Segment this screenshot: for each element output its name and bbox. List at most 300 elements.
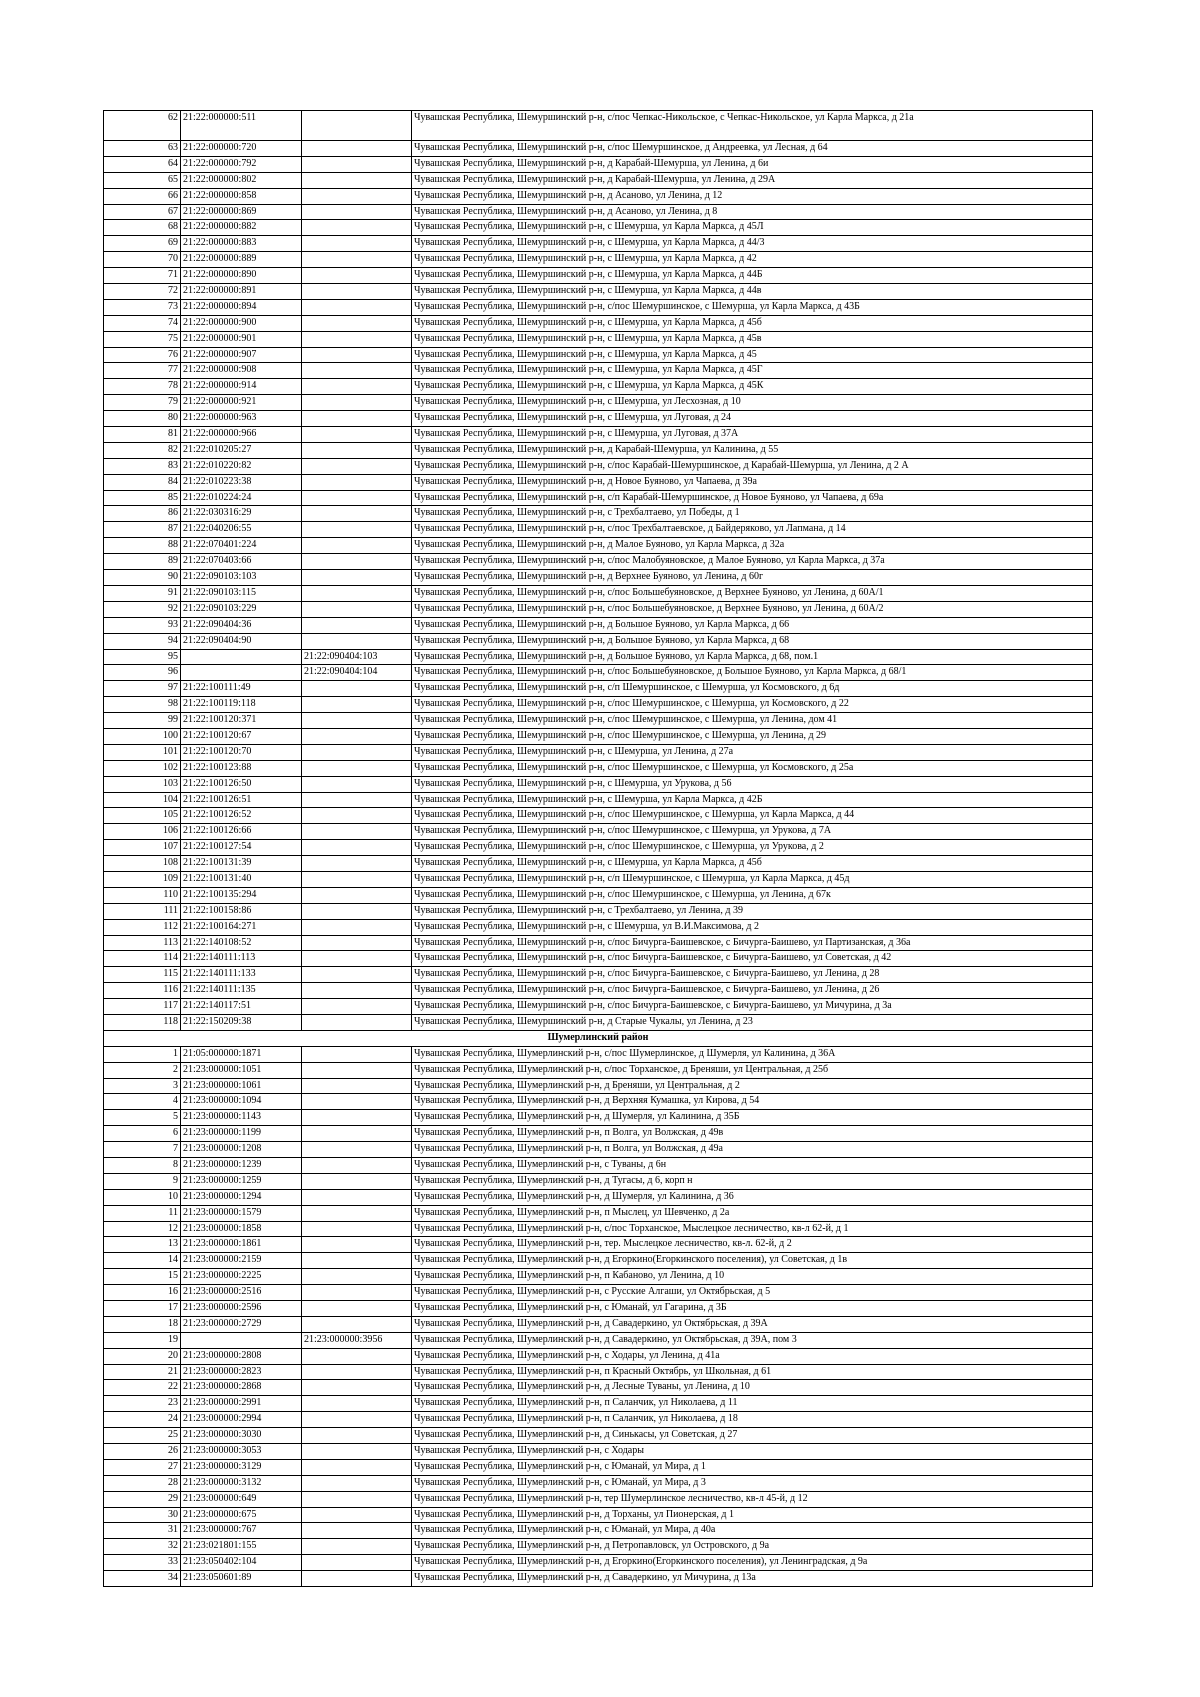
cadastral-number: 21:22:010205:27 <box>181 442 302 458</box>
cadastral-number: 21:22:010224:24 <box>181 490 302 506</box>
premises-cadastral-number <box>302 1142 412 1158</box>
table-row <box>104 141 1093 157</box>
premises-cadastral-number <box>302 204 412 220</box>
premises-cadastral-number <box>302 1269 412 1285</box>
table-row <box>104 776 1093 792</box>
row-number: 103 <box>104 776 181 792</box>
address: Чувашская Республика, Шумерлинский р-н, д Синькасы, ул Советская, д 27 <box>412 1428 1093 1444</box>
cadastral-number: 21:05:000000:1871 <box>181 1046 302 1062</box>
address: Чувашская Республика, Шемуршинский р-н, с/пос Трехбалтаевское, д Байдеряково, ул Лапмана, д 14 <box>412 522 1093 538</box>
cadastral-number: 21:22:100131:39 <box>181 856 302 872</box>
address: Чувашская Республика, Шемуршинский р-н, с Шемурша, ул Лесхозная, д 10 <box>412 395 1093 411</box>
cadastral-number: 21:22:000000:907 <box>181 347 302 363</box>
cadastral-number: 21:23:000000:1061 <box>181 1078 302 1094</box>
table-row <box>104 363 1093 379</box>
address: Чувашская Республика, Шумерлинский р-н, д Савадеркино, ул Октябрьская, д 39А, пом 3 <box>412 1332 1093 1348</box>
cadastral-number: 21:22:000000:894 <box>181 299 302 315</box>
row-number: 116 <box>104 983 181 999</box>
row-number: 71 <box>104 268 181 284</box>
premises-cadastral-number <box>302 1062 412 1078</box>
address: Чувашская Республика, Шемуршинский р-н, д Верхнее Буяново, ул Ленина, д 60г <box>412 570 1093 586</box>
table-row <box>104 824 1093 840</box>
row-number: 72 <box>104 284 181 300</box>
premises-cadastral-number <box>302 1014 412 1030</box>
row-number: 28 <box>104 1475 181 1491</box>
row-number: 82 <box>104 442 181 458</box>
premises-cadastral-number <box>302 792 412 808</box>
address: Чувашская Республика, Шемуршинский р-н, с Шемурша, ул Карла Маркса, д 44в <box>412 284 1093 300</box>
cadastral-number: 21:22:100119:118 <box>181 697 302 713</box>
row-number: 3 <box>104 1078 181 1094</box>
cadastral-number: 21:23:000000:649 <box>181 1491 302 1507</box>
cadastral-number: 21:22:100120:371 <box>181 713 302 729</box>
address: Чувашская Республика, Шемуршинский р-н, с/пос Большебуяновское, д Верхнее Буяново, ул Ленина, д 60А/1 <box>412 585 1093 601</box>
premises-cadastral-number <box>302 506 412 522</box>
row-number: 105 <box>104 808 181 824</box>
cadastral-number: 21:22:090404:36 <box>181 617 302 633</box>
cadastral-number: 21:23:000000:1259 <box>181 1173 302 1189</box>
address: Чувашская Республика, Шемуршинский р-н, с Шемурша, ул Карла Маркса, д 44/3 <box>412 236 1093 252</box>
cadastral-number: 21:22:000000:792 <box>181 156 302 172</box>
address: Чувашская Республика, Шемуршинский р-н, с Шемурша, ул Луговая, д 24 <box>412 411 1093 427</box>
cadastral-number: 21:22:140111:133 <box>181 967 302 983</box>
cadastral-number: 21:22:150209:38 <box>181 1014 302 1030</box>
address: Чувашская Республика, Шемуршинский р-н, с Шемурша, ул Карла Маркса, д 45К <box>412 379 1093 395</box>
row-number: 93 <box>104 617 181 633</box>
cadastral-number: 21:22:000000:921 <box>181 395 302 411</box>
address: Чувашская Республика, Шемуршинский р-н, с/п Шемуршинское, с Шемурша, ул Карла Маркса, д 45д <box>412 871 1093 887</box>
address: Чувашская Республика, Шумерлинский р-н, с/пос Торханское, д Бреняши, ул Центральная, д 25б <box>412 1062 1093 1078</box>
premises-cadastral-number <box>302 188 412 204</box>
premises-cadastral-number <box>302 111 412 141</box>
table-row <box>104 1205 1093 1221</box>
address: Чувашская Республика, Шумерлинский р-н, п Саланчик, ул Николаева, д 11 <box>412 1396 1093 1412</box>
address: Чувашская Республика, Шемуршинский р-н, д Асаново, ул Ленина, д 8 <box>412 204 1093 220</box>
table-row <box>104 570 1093 586</box>
address: Чувашская Республика, Шумерлинский р-н, д Егоркино(Егоркинского поселения), ул Ленинградская, д 9а <box>412 1555 1093 1571</box>
table-row <box>104 1269 1093 1285</box>
premises-cadastral-number <box>302 490 412 506</box>
row-number: 110 <box>104 887 181 903</box>
cadastral-number: 21:22:100127:54 <box>181 840 302 856</box>
cadastral-number: 21:22:090103:229 <box>181 601 302 617</box>
cadastral-number: 21:22:100131:40 <box>181 871 302 887</box>
cadastral-number: 21:22:100126:50 <box>181 776 302 792</box>
table-row <box>104 1014 1093 1030</box>
row-number: 15 <box>104 1269 181 1285</box>
table-row <box>104 395 1093 411</box>
premises-cadastral-number <box>302 744 412 760</box>
premises-cadastral-number <box>302 220 412 236</box>
premises-cadastral-number <box>302 284 412 300</box>
premises-cadastral-number <box>302 538 412 554</box>
address: Чувашская Республика, Шумерлинский р-н, п Кабаново, ул Ленина, д 10 <box>412 1269 1093 1285</box>
address: Чувашская Республика, Шемуршинский р-н, с/пос Бичурга-Баишевское, с Бичурга-Баишево, ул Ленина, д 28 <box>412 967 1093 983</box>
row-number: 13 <box>104 1237 181 1253</box>
premises-cadastral-number <box>302 617 412 633</box>
table-row <box>104 1396 1093 1412</box>
table-row <box>104 665 1093 681</box>
address: Чувашская Республика, Шумерлинский р-н, с Юманай, ул Гагарина, д 3Б <box>412 1301 1093 1317</box>
address: Чувашская Республика, Шумерлинский р-н, д Петропавловск, ул Островского, д 9а <box>412 1539 1093 1555</box>
cadastral-number: 21:23:000000:2994 <box>181 1412 302 1428</box>
address: Чувашская Республика, Шумерлинский р-н, с Ходары, ул Ленина, д 41а <box>412 1348 1093 1364</box>
row-number: 66 <box>104 188 181 204</box>
address: Чувашская Республика, Шемуршинский р-н, с Шемурша, ул Карла Маркса, д 45Г <box>412 363 1093 379</box>
table-row <box>104 871 1093 887</box>
address: Чувашская Республика, Шемуршинский р-н, с Шемурша, ул В.И.Максимова, д 2 <box>412 919 1093 935</box>
premises-cadastral-number <box>302 141 412 157</box>
row-number: 10 <box>104 1189 181 1205</box>
row-number: 11 <box>104 1205 181 1221</box>
row-number: 79 <box>104 395 181 411</box>
address: Чувашская Республика, Шемуршинский р-н, д Карабай-Шемурша, ул Калинина, д 55 <box>412 442 1093 458</box>
cadastral-number: 21:23:000000:675 <box>181 1507 302 1523</box>
cadastral-number: 21:23:000000:2159 <box>181 1253 302 1269</box>
table-row <box>104 347 1093 363</box>
row-number: 85 <box>104 490 181 506</box>
cadastral-number: 21:22:100111:49 <box>181 681 302 697</box>
address: Чувашская Республика, Шумерлинский р-н, п Красный Октябрь, ул Школьная, д 61 <box>412 1364 1093 1380</box>
premises-cadastral-number <box>302 1046 412 1062</box>
premises-cadastral-number <box>302 411 412 427</box>
address: Чувашская Республика, Шемуршинский р-н, с/пос Бичурга-Баишевское, с Бичурга-Баишево, ул Ленина, д 26 <box>412 983 1093 999</box>
premises-cadastral-number <box>302 983 412 999</box>
premises-cadastral-number: 21:23:000000:3956 <box>302 1332 412 1348</box>
row-number: 4 <box>104 1094 181 1110</box>
cadastral-number: 21:22:090103:115 <box>181 585 302 601</box>
cadastral-number: 21:22:000000:901 <box>181 331 302 347</box>
row-number: 31 <box>104 1523 181 1539</box>
cadastral-number: 21:22:090103:103 <box>181 570 302 586</box>
address: Чувашская Республика, Шумерлинский р-н, д Лесные Туваны, ул Ленина, д 10 <box>412 1380 1093 1396</box>
row-number: 69 <box>104 236 181 252</box>
row-number: 24 <box>104 1412 181 1428</box>
premises-cadastral-number <box>302 379 412 395</box>
address: Чувашская Республика, Шумерлинский р-н, д Савадеркино, ул Мичурина, д 13а <box>412 1571 1093 1587</box>
row-number: 26 <box>104 1444 181 1460</box>
table-row <box>104 1173 1093 1189</box>
table-row <box>104 697 1093 713</box>
premises-cadastral-number <box>302 713 412 729</box>
cadastral-number <box>181 1332 302 1348</box>
address: Чувашская Республика, Шумерлинский р-н, п Саланчик, ул Николаева, д 18 <box>412 1412 1093 1428</box>
cadastral-number: 21:23:000000:1858 <box>181 1221 302 1237</box>
table-row <box>104 474 1093 490</box>
premises-cadastral-number <box>302 1507 412 1523</box>
address: Чувашская Республика, Шемуршинский р-н, с Трехбалтаево, ул Ленина, д 39 <box>412 903 1093 919</box>
table-row <box>104 999 1093 1015</box>
cadastral-number: 21:22:000000:869 <box>181 204 302 220</box>
address: Чувашская Республика, Шемуршинский р-н, с/пос Карабай-Шемуршинское, д Карабай-Шемурша, ул Ленина, д 2 А <box>412 458 1093 474</box>
premises-cadastral-number <box>302 522 412 538</box>
row-number: 88 <box>104 538 181 554</box>
address: Чувашская Республика, Шумерлинский р-н, п Волга, ул Волжская, д 49а <box>412 1142 1093 1158</box>
table-row <box>104 284 1093 300</box>
cadastral-number: 21:23:000000:1861 <box>181 1237 302 1253</box>
premises-cadastral-number <box>302 1078 412 1094</box>
address: Чувашская Республика, Шемуршинский р-н, д Старые Чукалы, ул Ленина, д 23 <box>412 1014 1093 1030</box>
table-row <box>104 617 1093 633</box>
premises-cadastral-number <box>302 903 412 919</box>
table-row <box>104 840 1093 856</box>
address: Чувашская Республика, Шумерлинский р-н, с Юманай, ул Мира, д 40а <box>412 1523 1093 1539</box>
cadastral-number: 21:23:000000:2516 <box>181 1285 302 1301</box>
row-number: 29 <box>104 1491 181 1507</box>
cadastral-number: 21:22:100126:51 <box>181 792 302 808</box>
premises-cadastral-number <box>302 633 412 649</box>
row-number: 84 <box>104 474 181 490</box>
row-number: 102 <box>104 760 181 776</box>
cadastral-number: 21:22:000000:890 <box>181 268 302 284</box>
cadastral-number: 21:23:000000:2729 <box>181 1316 302 1332</box>
cadastral-number: 21:22:000000:720 <box>181 141 302 157</box>
address: Чувашская Республика, Шумерлинский р-н, тер. Мыслецкое лесничество, кв-л. 62-й, д 2 <box>412 1237 1093 1253</box>
table-row <box>104 1348 1093 1364</box>
address: Чувашская Республика, Шумерлинский р-н, п Мыслец, ул Шевченко, д 2а <box>412 1205 1093 1221</box>
row-number: 7 <box>104 1142 181 1158</box>
cadastral-number: 21:22:100126:52 <box>181 808 302 824</box>
table-row <box>104 792 1093 808</box>
cadastral-number: 21:22:140111:113 <box>181 951 302 967</box>
cadastral-number: 21:23:000000:2823 <box>181 1364 302 1380</box>
row-number: 19 <box>104 1332 181 1348</box>
premises-cadastral-number <box>302 887 412 903</box>
cadastral-number: 21:23:000000:1579 <box>181 1205 302 1221</box>
premises-cadastral-number <box>302 363 412 379</box>
table-row <box>104 856 1093 872</box>
premises-cadastral-number <box>302 840 412 856</box>
address: Чувашская Республика, Шумерлинский р-н, д Тугасы, д 6, корп н <box>412 1173 1093 1189</box>
premises-cadastral-number <box>302 1189 412 1205</box>
table-row <box>104 1253 1093 1269</box>
row-number: 67 <box>104 204 181 220</box>
table-row <box>104 1523 1093 1539</box>
cadastral-number: 21:23:000000:3030 <box>181 1428 302 1444</box>
address: Чувашская Республика, Шемуршинский р-н, с Шемурша, ул Луговая, д 37А <box>412 427 1093 443</box>
address: Чувашская Республика, Шемуршинский р-н, д Большое Буяново, ул Карла Маркса, д 68, пом.1 <box>412 649 1093 665</box>
table-row <box>104 442 1093 458</box>
row-number: 94 <box>104 633 181 649</box>
cadastral-number: 21:22:010223:38 <box>181 474 302 490</box>
table-row <box>104 1364 1093 1380</box>
premises-cadastral-number <box>302 1428 412 1444</box>
row-number: 30 <box>104 1507 181 1523</box>
row-number: 68 <box>104 220 181 236</box>
cadastral-number: 21:22:000000:966 <box>181 427 302 443</box>
premises-cadastral-number <box>302 728 412 744</box>
address: Чувашская Республика, Шумерлинский р-н, д Шумерля, ул Калинина, д 35Б <box>412 1110 1093 1126</box>
table-row <box>104 1094 1093 1110</box>
premises-cadastral-number <box>302 427 412 443</box>
premises-cadastral-number <box>302 395 412 411</box>
row-number: 12 <box>104 1221 181 1237</box>
cadastral-number: 21:23:050601:89 <box>181 1571 302 1587</box>
table-row <box>104 506 1093 522</box>
row-number: 16 <box>104 1285 181 1301</box>
premises-cadastral-number <box>302 1523 412 1539</box>
section-title: Шумерлинский район <box>104 1030 1093 1046</box>
cadastral-number <box>181 665 302 681</box>
table-row <box>104 458 1093 474</box>
table-row <box>104 331 1093 347</box>
address: Чувашская Республика, Шемуршинский р-н, с Шемурша, ул Урукова, д 56 <box>412 776 1093 792</box>
premises-cadastral-number <box>302 315 412 331</box>
table-row <box>104 1285 1093 1301</box>
cadastral-number: 21:23:000000:1208 <box>181 1142 302 1158</box>
address: Чувашская Республика, Шемуршинский р-н, с/пос Шемуршинское, с Шемурша, ул Ленина, д 67к <box>412 887 1093 903</box>
address: Чувашская Республика, Шумерлинский р-н, д Бреняши, ул Центральная, д 2 <box>412 1078 1093 1094</box>
premises-cadastral-number <box>302 935 412 951</box>
premises-cadastral-number <box>302 585 412 601</box>
premises-cadastral-number: 21:22:090404:103 <box>302 649 412 665</box>
address: Чувашская Республика, Шемуршинский р-н, с Шемурша, ул Карла Маркса, д 42Б <box>412 792 1093 808</box>
table-row <box>104 1444 1093 1460</box>
table-row <box>104 1189 1093 1205</box>
address: Чувашская Республика, Шемуршинский р-н, с/пос Малобуяновское, д Малое Буяново, ул Карла Маркса, д 37а <box>412 554 1093 570</box>
premises-cadastral-number <box>302 1396 412 1412</box>
row-number: 113 <box>104 935 181 951</box>
premises-cadastral-number <box>302 1158 412 1174</box>
address: Чувашская Республика, Шемуршинский р-н, с/п Карабай-Шемуршинское, д Новое Буяново, ул Чапаева, д 69а <box>412 490 1093 506</box>
premises-cadastral-number <box>302 1380 412 1396</box>
table-row <box>104 887 1093 903</box>
table-row <box>104 808 1093 824</box>
table-row <box>104 967 1093 983</box>
premises-cadastral-number <box>302 856 412 872</box>
cadastral-number: 21:23:000000:767 <box>181 1523 302 1539</box>
row-number: 65 <box>104 172 181 188</box>
row-number: 22 <box>104 1380 181 1396</box>
row-number: 14 <box>104 1253 181 1269</box>
premises-cadastral-number <box>302 776 412 792</box>
premises-cadastral-number <box>302 1237 412 1253</box>
address: Чувашская Республика, Шемуршинский р-н, с/пос Большебуяновское, д Верхнее Буяново, ул Ленина, д 60А/2 <box>412 601 1093 617</box>
premises-cadastral-number <box>302 1539 412 1555</box>
row-number: 23 <box>104 1396 181 1412</box>
table-row <box>104 728 1093 744</box>
premises-cadastral-number <box>302 1205 412 1221</box>
premises-cadastral-number <box>302 268 412 284</box>
address: Чувашская Республика, Шемуршинский р-н, д Карабай-Шемурша, ул Ленина, д 6и <box>412 156 1093 172</box>
row-number: 90 <box>104 570 181 586</box>
row-number: 62 <box>104 111 181 141</box>
address: Чувашская Республика, Шемуршинский р-н, с/пос Бичурга-Баишевское, с Бичурга-Баишево, ул Партизанская, д 36а <box>412 935 1093 951</box>
address: Чувашская Республика, Шемуршинский р-н, д Малое Буяново, ул Карла Маркса, д 32а <box>412 538 1093 554</box>
address: Чувашская Республика, Шумерлинский р-н, с/пос Торханское, Мыслецкое лесничество, кв-л 62-й, д 1 <box>412 1221 1093 1237</box>
row-number: 9 <box>104 1173 181 1189</box>
premises-cadastral-number <box>302 871 412 887</box>
row-number: 27 <box>104 1459 181 1475</box>
table-row <box>104 681 1093 697</box>
row-number: 63 <box>104 141 181 157</box>
row-number: 111 <box>104 903 181 919</box>
table-row <box>104 522 1093 538</box>
premises-cadastral-number <box>302 554 412 570</box>
table-row <box>104 760 1093 776</box>
table-row <box>104 1301 1093 1317</box>
address: Чувашская Республика, Шумерлинский р-н, с/пос Шумерлинское, д Шумерля, ул Калинина, д 36А <box>412 1046 1093 1062</box>
row-number: 74 <box>104 315 181 331</box>
premises-cadastral-number <box>302 474 412 490</box>
row-number: 20 <box>104 1348 181 1364</box>
premises-cadastral-number <box>302 458 412 474</box>
premises-cadastral-number: 21:22:090404:104 <box>302 665 412 681</box>
premises-cadastral-number <box>302 1094 412 1110</box>
table-row <box>104 1491 1093 1507</box>
premises-cadastral-number <box>302 1475 412 1491</box>
premises-cadastral-number <box>302 1459 412 1475</box>
cadastral-number: 21:22:100123:88 <box>181 760 302 776</box>
row-number: 95 <box>104 649 181 665</box>
row-number: 86 <box>104 506 181 522</box>
premises-cadastral-number <box>302 919 412 935</box>
row-number: 6 <box>104 1126 181 1142</box>
premises-cadastral-number <box>302 299 412 315</box>
row-number: 101 <box>104 744 181 760</box>
table-row <box>104 1555 1093 1571</box>
table-row <box>104 299 1093 315</box>
row-number: 80 <box>104 411 181 427</box>
register-table-body <box>104 111 1093 1587</box>
premises-cadastral-number <box>302 1555 412 1571</box>
table-row <box>104 1142 1093 1158</box>
cadastral-number: 21:22:100126:66 <box>181 824 302 840</box>
cadastral-number: 21:22:000000:963 <box>181 411 302 427</box>
premises-cadastral-number <box>302 156 412 172</box>
cadastral-number: 21:22:000000:883 <box>181 236 302 252</box>
cadastral-number: 21:22:000000:891 <box>181 284 302 300</box>
table-row <box>104 379 1093 395</box>
premises-cadastral-number <box>302 1126 412 1142</box>
premises-cadastral-number <box>302 601 412 617</box>
address: Чувашская Республика, Шумерлинский р-н, с Туваны, д 6н <box>412 1158 1093 1174</box>
row-number: 98 <box>104 697 181 713</box>
row-number: 64 <box>104 156 181 172</box>
address: Чувашская Республика, Шумерлинский р-н, д Савадеркино, ул Октябрьская, д 39А <box>412 1316 1093 1332</box>
table-row <box>104 252 1093 268</box>
premises-cadastral-number <box>302 967 412 983</box>
cadastral-number: 21:22:100120:67 <box>181 728 302 744</box>
premises-cadastral-number <box>302 236 412 252</box>
address: Чувашская Республика, Шумерлинский р-н, д Шумерля, ул Калинина, д 36 <box>412 1189 1093 1205</box>
row-number: 115 <box>104 967 181 983</box>
row-number: 92 <box>104 601 181 617</box>
table-row <box>104 188 1093 204</box>
table-row <box>104 111 1093 141</box>
cadastral-number: 21:22:140117:51 <box>181 999 302 1015</box>
cadastral-number: 21:22:000000:900 <box>181 315 302 331</box>
premises-cadastral-number <box>302 697 412 713</box>
address: Чувашская Республика, Шемуршинский р-н, с/пос Шемуршинское, д Андреевка, ул Лесная, д 64 <box>412 141 1093 157</box>
address: Чувашская Республика, Шемуршинский р-н, с Шемурша, ул Ленина, д 27а <box>412 744 1093 760</box>
table-row <box>104 1571 1093 1587</box>
table-row <box>104 1412 1093 1428</box>
premises-cadastral-number <box>302 1444 412 1460</box>
row-number: 18 <box>104 1316 181 1332</box>
row-number: 99 <box>104 713 181 729</box>
table-row <box>104 601 1093 617</box>
cadastral-number: 21:23:000000:2868 <box>181 1380 302 1396</box>
cadastral-number: 21:23:000000:2808 <box>181 1348 302 1364</box>
property-register-table <box>103 110 1093 1587</box>
premises-cadastral-number <box>302 1253 412 1269</box>
cadastral-number: 21:22:070401:224 <box>181 538 302 554</box>
cadastral-number: 21:23:021801:155 <box>181 1539 302 1555</box>
address: Чувашская Республика, Шемуршинский р-н, с/пос Бичурга-Баишевское, с Бичурга-Баишево, ул Мичурина, д 3а <box>412 999 1093 1015</box>
table-row <box>104 919 1093 935</box>
row-number: 112 <box>104 919 181 935</box>
